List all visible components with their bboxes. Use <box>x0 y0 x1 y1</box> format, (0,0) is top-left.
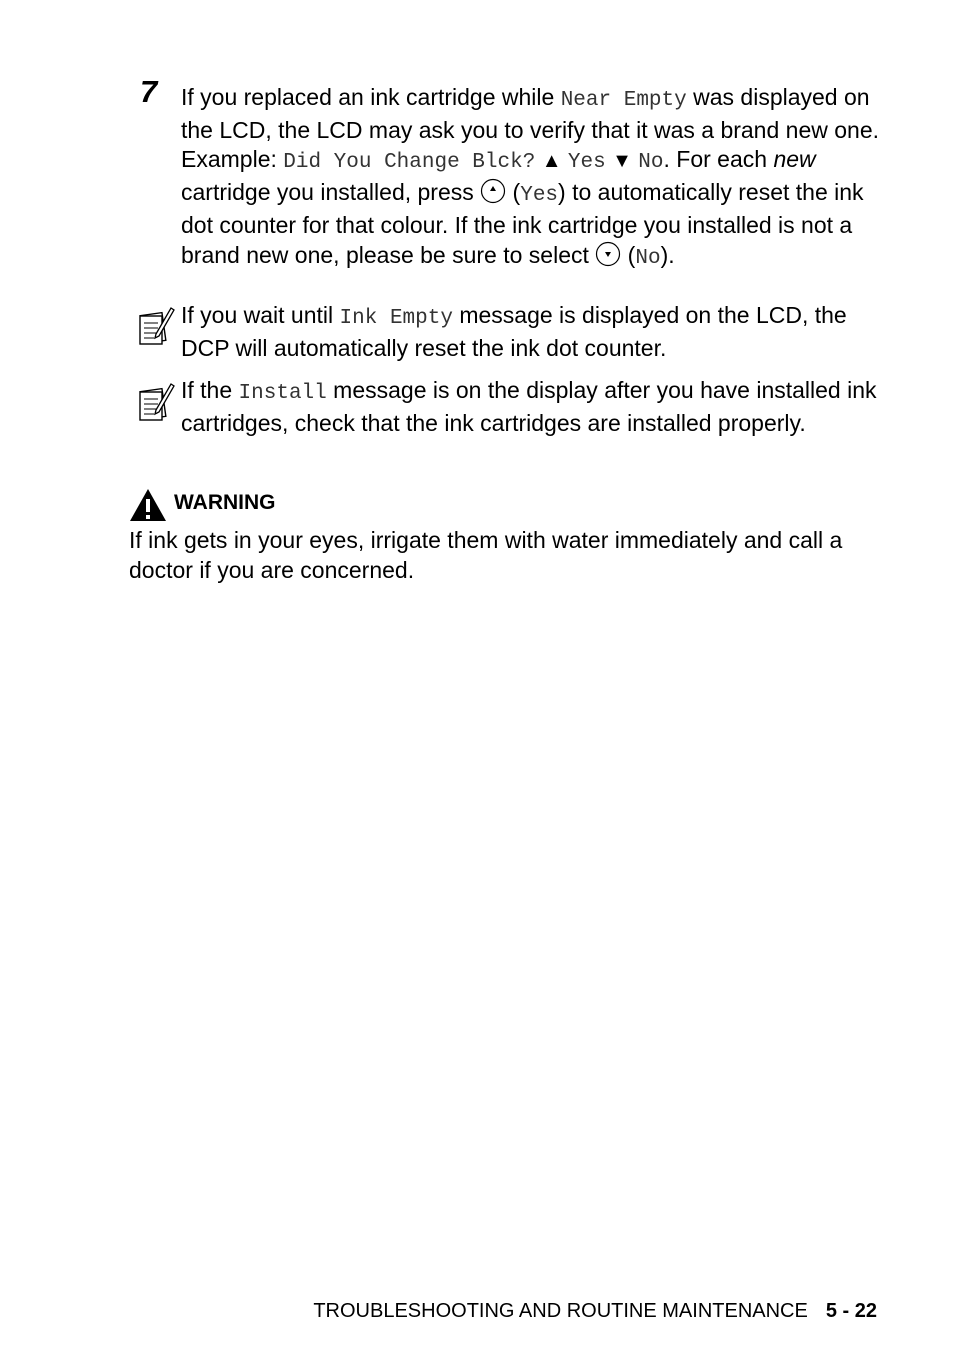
note-2-text <box>181 376 881 438</box>
note-1-text <box>181 301 881 363</box>
note-pad-pencil-icon <box>136 380 176 424</box>
warning-text: If ink gets in your eyes, irrigate them with water immediately and call a doctor if you are concerned. <box>129 527 843 583</box>
warning-label: WARNING <box>174 491 276 514</box>
step-number: 7 <box>140 74 158 109</box>
lcd-no-2: No <box>635 246 661 270</box>
step-text-6: ) to automatically reset the ink dot counter for that colour. If the ink cartridge you installed is not a brand new one, please be sure to select <box>181 179 864 268</box>
down-arrow-glyph: ▼ <box>612 150 632 173</box>
note2-text-2: message is on the display after you have installed ink cartridges, check that the ink cartridges are installed properly. <box>181 377 877 436</box>
note1-text-1: If you wait until <box>181 302 340 328</box>
step-text-1: If you replaced an ink cartridge while <box>181 84 561 110</box>
step-text-3: . For each <box>663 146 774 173</box>
step-text-2: was displayed on the LCD, the LCD may ask you to verify that it was a brand new one. Example: <box>181 84 880 173</box>
lcd-ink-empty: Ink Empty <box>339 307 453 330</box>
lcd-yes-2: Yes <box>520 184 559 208</box>
page-footer <box>300 1300 877 1323</box>
step-text-7: ( <box>621 241 636 268</box>
note-pad-pencil-icon <box>136 304 176 348</box>
lcd-did-you-change: Did You Change Blck? <box>283 151 536 175</box>
step-text-4: cartridge you installed, press <box>181 179 481 206</box>
page-number: 5 - 22 <box>825 1300 877 1322</box>
warning-triangle-icon <box>129 488 167 522</box>
footer-section-title: TROUBLESHOOTING AND ROUTINE MAINTENANCE <box>313 1300 808 1322</box>
up-arrow-button-icon <box>480 178 506 204</box>
lcd-install: Install <box>238 382 327 405</box>
step-text-new: new <box>773 146 816 173</box>
note1-text-2: message is displayed on the LCD, the DCP will automatically reset the ink dot counter. <box>181 302 847 361</box>
down-arrow-button-icon <box>595 241 621 267</box>
lcd-yes: Yes <box>567 151 606 175</box>
lcd-near-empty: Near Empty <box>560 89 687 112</box>
step-text-8: ). <box>660 241 675 268</box>
up-arrow-glyph: ▲ <box>541 150 562 173</box>
step-7-text <box>181 83 881 273</box>
note2-text-1: If the <box>181 377 239 403</box>
step-text-5: ( <box>506 179 521 206</box>
lcd-no: No <box>638 151 664 175</box>
